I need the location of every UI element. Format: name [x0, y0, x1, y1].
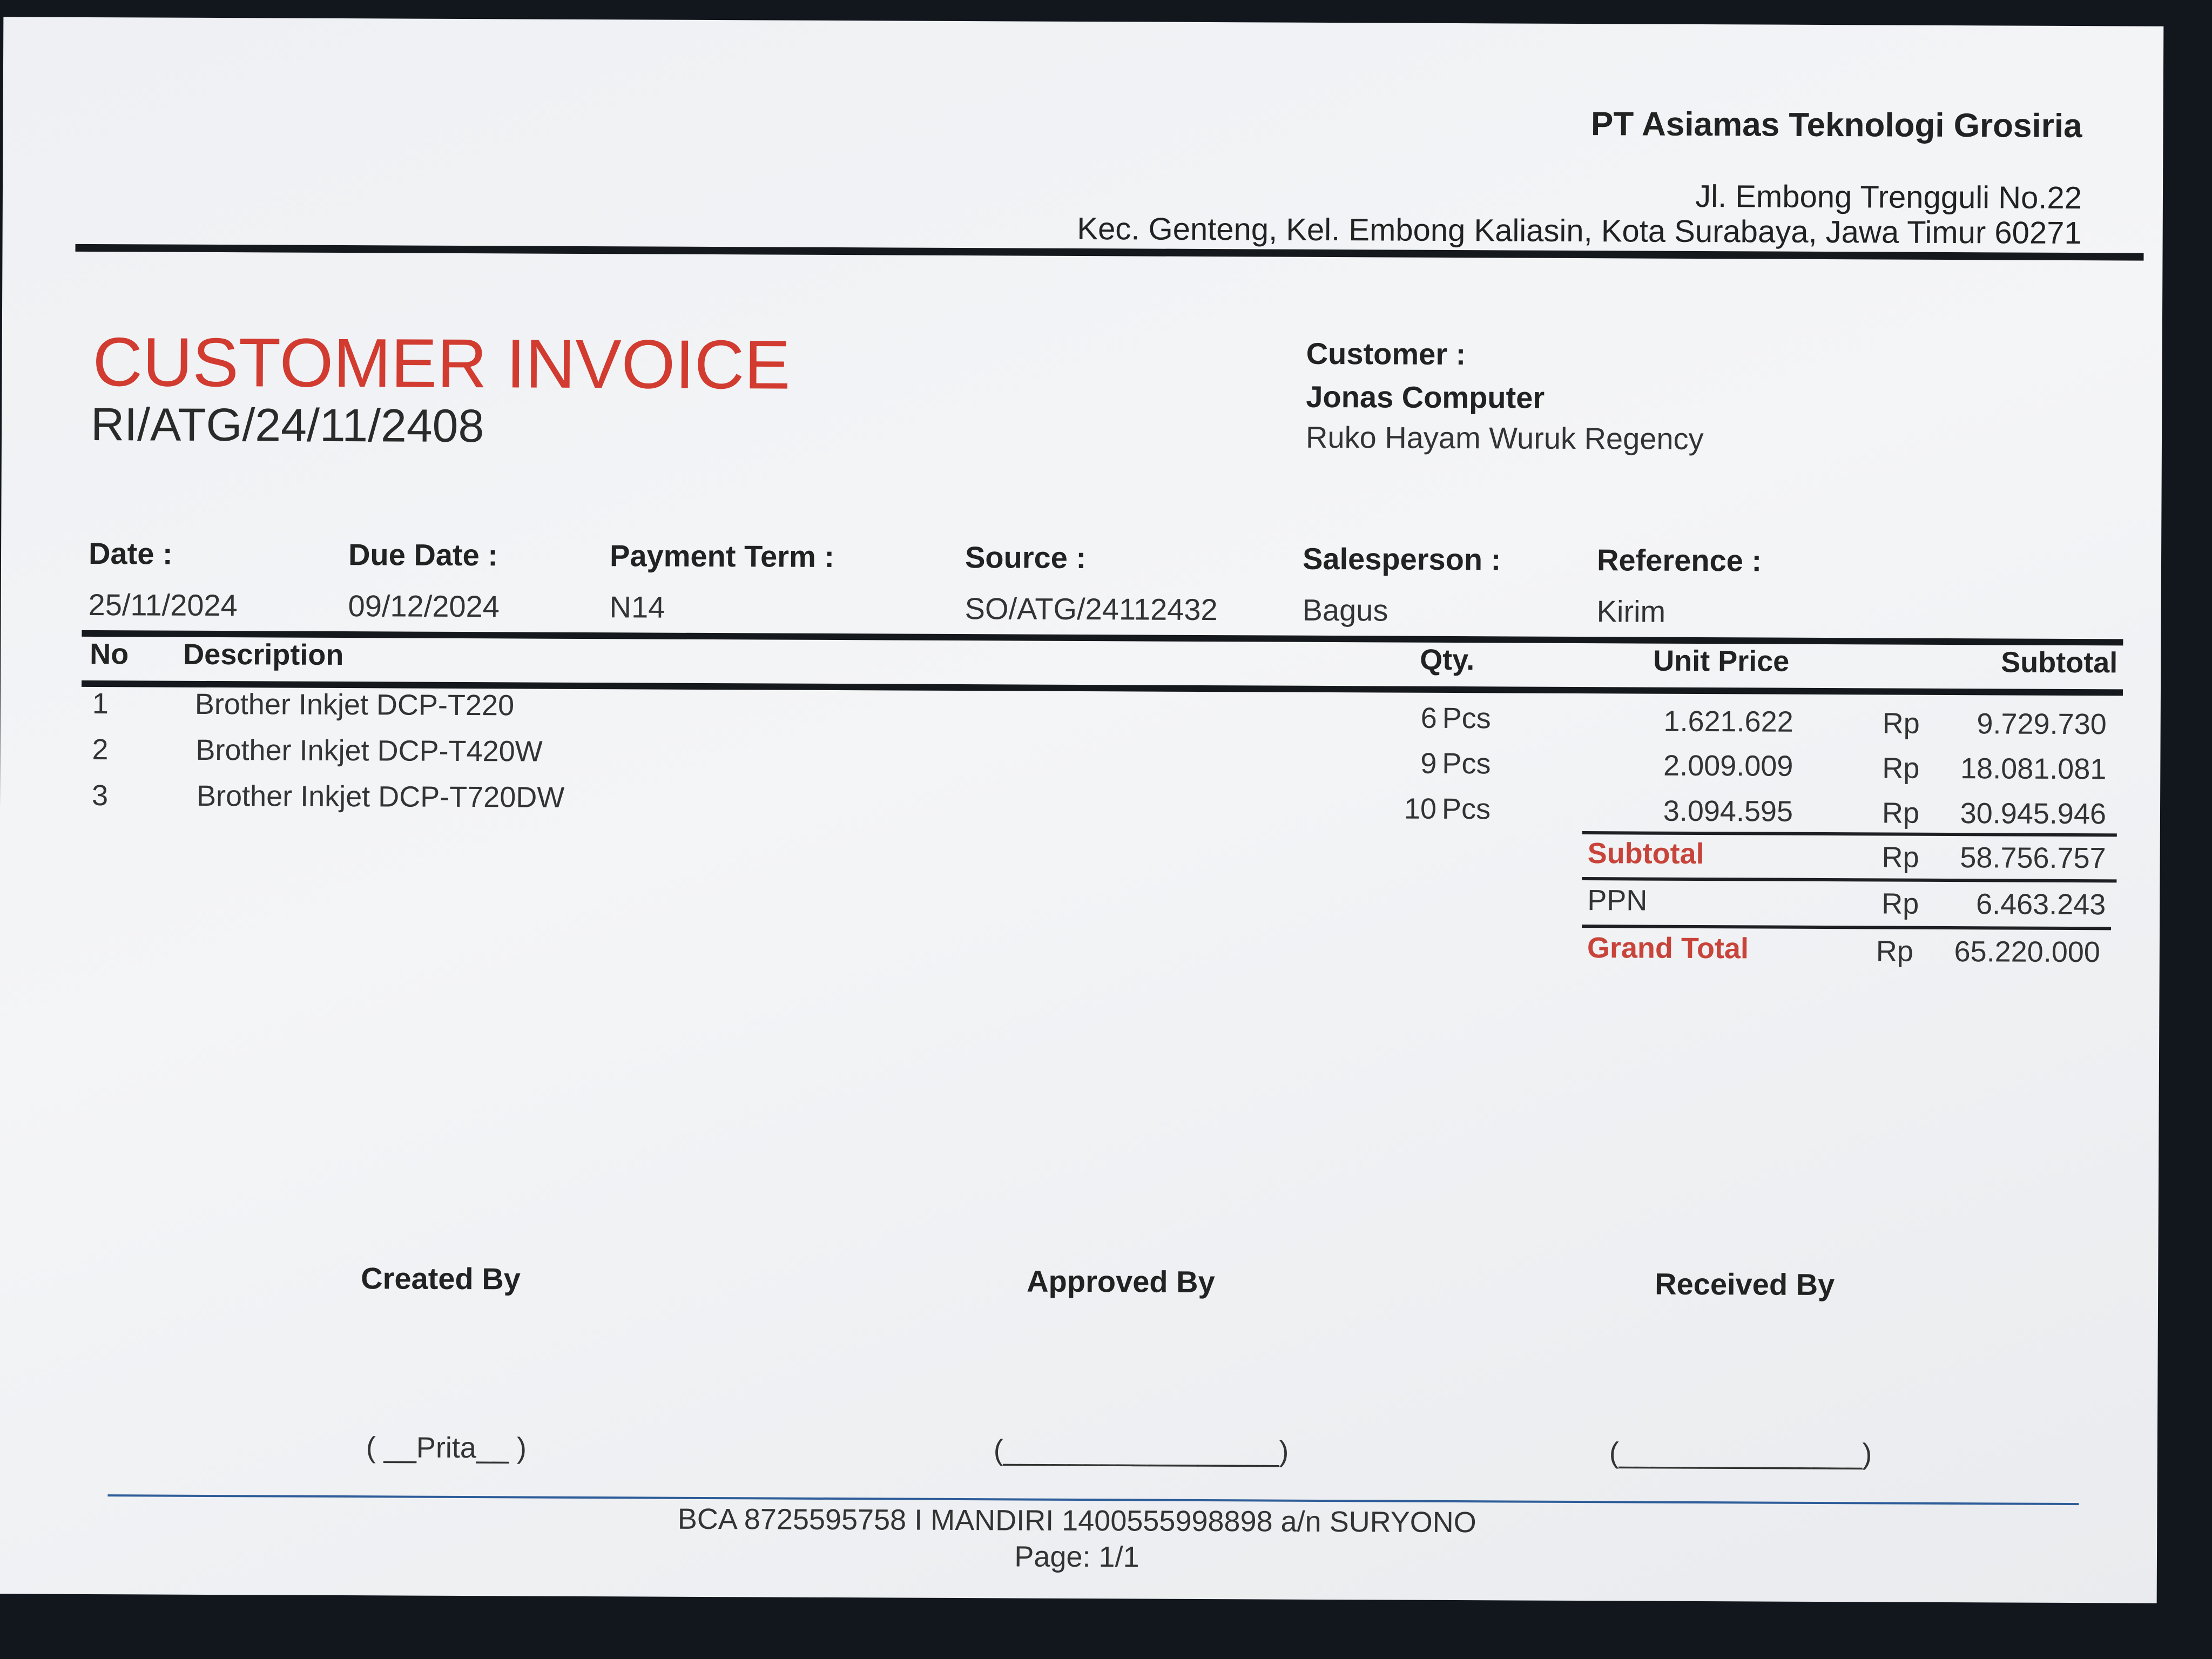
row-qty: 10: [1404, 792, 1437, 825]
approved-by-label: Approved By: [1027, 1264, 1215, 1299]
column-header-subtotal: Subtotal: [2001, 646, 2118, 679]
grand-total-currency: Rp: [1876, 935, 1914, 968]
row-unit-price: 2.009.009: [1663, 749, 1793, 783]
row-no: 3: [91, 779, 109, 812]
source-label: Source :: [965, 540, 1087, 575]
salesperson-value: Bagus: [1302, 592, 1388, 628]
row-description: Brother Inkjet DCP-T420W: [195, 733, 543, 768]
bank-info: BCA 8725595758 I MANDIRI 1400555998898 a/n SURYONO: [677, 1502, 1476, 1539]
tax-currency: Rp: [1881, 887, 1919, 920]
tax-label: PPN: [1587, 884, 1648, 917]
due-date-label: Due Date :: [348, 537, 498, 572]
received-by-name: (_______________): [1609, 1437, 1872, 1471]
column-header-no: No: [90, 637, 129, 671]
company-name: PT Asiamas Teknologi Grosiria: [1590, 105, 2082, 145]
row-subtotal: 18.081.081: [1960, 752, 2107, 786]
row-subtotal: 30.945.946: [1960, 797, 2107, 831]
invoice-paper: [0, 17, 2163, 1603]
row-currency: Rp: [1881, 797, 1920, 830]
row-description: Brother Inkjet DCP-T720DW: [196, 779, 565, 814]
date-label: Date :: [88, 536, 173, 571]
row-unit: Pcs: [1442, 702, 1491, 735]
date-value: 25/11/2024: [88, 587, 238, 623]
subtotal-currency: Rp: [1881, 841, 1919, 874]
approved-by-name: (_________________): [993, 1434, 1289, 1468]
row-unit: Pcs: [1441, 792, 1491, 826]
company-address-line2: Kec. Genteng, Kel. Embong Kaliasin, Kota Surabaya, Jawa Timur 60271: [1077, 211, 2082, 251]
invoice-number: RI/ATG/24/11/2408: [90, 399, 484, 453]
subtotal-label: Subtotal: [1587, 837, 1704, 871]
customer-label: Customer :: [1306, 336, 1466, 372]
table-top-rule: [82, 630, 2123, 645]
row-description: Brother Inkjet DCP-T220: [194, 687, 515, 722]
column-header-description: Description: [183, 638, 344, 672]
document-title: CUSTOMER INVOICE: [92, 323, 791, 404]
payment-term-value: N14: [609, 590, 665, 624]
row-unit-price: 1.621.622: [1663, 705, 1793, 738]
row-no: 1: [92, 687, 109, 720]
grand-total-label: Grand Total: [1587, 932, 1749, 965]
source-value: SO/ATG/24112432: [965, 591, 1218, 627]
row-currency: Rp: [1882, 707, 1920, 740]
received-by-label: Received By: [1655, 1266, 1835, 1302]
tax-rule: [1582, 877, 2116, 882]
payment-term-label: Payment Term :: [609, 538, 835, 574]
page-number: Page: 1/1: [1014, 1540, 1139, 1574]
grand-total-rule: [1582, 925, 2111, 930]
column-header-unit-price: Unit Price: [1653, 644, 1790, 678]
salesperson-label: Salesperson :: [1302, 541, 1501, 577]
created-by-name: ( __Prita__ ): [366, 1431, 527, 1465]
company-address-line1: Jl. Embong Trengguli No.22: [1695, 178, 2082, 216]
column-header-qty: Qty.: [1420, 643, 1475, 677]
row-unit: Pcs: [1442, 747, 1491, 780]
reference-label: Reference :: [1596, 543, 1762, 578]
row-qty: 6: [1420, 702, 1437, 734]
grand-total-value: 65.220.000: [1954, 935, 2101, 969]
row-no: 2: [92, 733, 109, 766]
subtotal-value: 58.756.757: [1960, 841, 2106, 875]
customer-address: Ruko Hayam Wuruk Regency: [1305, 420, 1704, 456]
tax-value: 6.463.243: [1975, 888, 2106, 921]
due-date-value: 09/12/2024: [348, 589, 500, 624]
created-by-label: Created By: [361, 1261, 521, 1296]
row-qty: 9: [1420, 747, 1437, 780]
row-unit-price: 3.094.595: [1663, 794, 1793, 828]
row-subtotal: 9.729.730: [1977, 707, 2107, 741]
reference-value: Kirim: [1596, 594, 1666, 629]
row-currency: Rp: [1882, 752, 1920, 785]
customer-name: Jonas Computer: [1306, 379, 1545, 415]
subtotal-rule: [1582, 831, 2117, 837]
